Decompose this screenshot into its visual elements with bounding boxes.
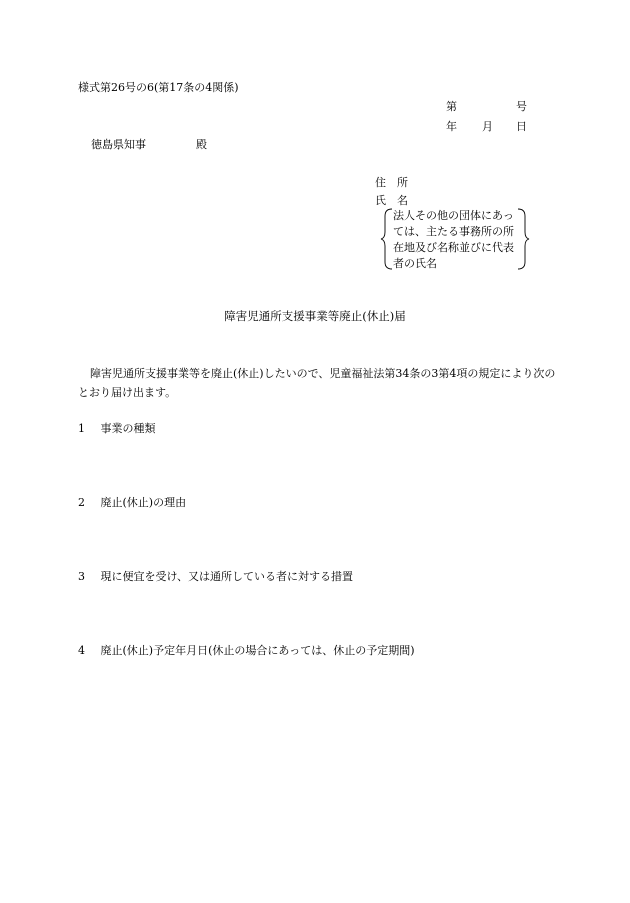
item-number: 4	[78, 644, 85, 657]
corporate-note-box	[380, 208, 530, 268]
item-2	[78, 495, 186, 510]
date-day: 日	[516, 120, 527, 133]
item-1	[78, 421, 156, 436]
item-3	[78, 569, 353, 584]
item-number: 1	[78, 422, 85, 435]
date-year: 年	[446, 120, 457, 133]
body-paragraph: 障害児通所支援事業等を廃止(休止)したいので、児童福祉法第34条の3第4項の規定により次のとおり届け出ます。	[78, 367, 556, 399]
addressee-name: 徳島県知事	[91, 138, 146, 151]
item-label: 事業の種類	[100, 422, 156, 435]
addressee-honorific: 殿	[196, 138, 207, 151]
document-title: 障害児通所支援事業等廃止(休止)届	[224, 309, 406, 323]
number-dai: 第	[446, 100, 457, 113]
date-month: 月	[482, 120, 493, 133]
item-label: 廃止(休止)の理由	[100, 496, 187, 509]
item-label: 現に便宜を受け、又は通所している者に対する措置	[100, 570, 354, 583]
name-label: 氏 名	[375, 194, 408, 207]
address-label: 住 所	[375, 176, 408, 189]
number-go: 号	[516, 100, 527, 113]
form-reference: 様式第26号の6(第17条の4関係)	[78, 81, 239, 94]
item-label: 廃止(休止)予定年月日(休止の場合にあっては、休止の予定期間)	[100, 644, 415, 657]
item-number: 2	[78, 496, 85, 509]
item-number: 3	[78, 570, 85, 583]
corporate-note: 法人その他の団体にあっては、主たる事務所の所在地及び名称並びに代表者の氏名	[393, 209, 514, 270]
item-4	[78, 643, 415, 658]
